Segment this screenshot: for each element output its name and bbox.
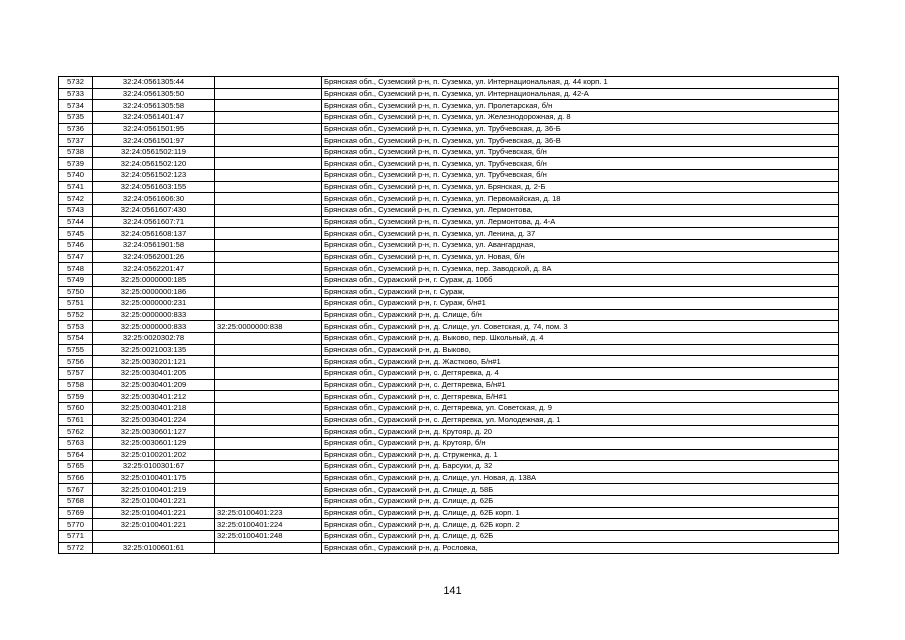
page-number: 141 — [443, 585, 462, 597]
table-row — [59, 135, 839, 147]
address-cell: Брянская обл., Суражский р-н, г. Сураж, б/н#1 — [322, 298, 839, 310]
table-row — [59, 402, 839, 414]
table-row — [59, 298, 839, 310]
related-cadastral-number-cell: 32:25:0000000:838 — [215, 321, 322, 333]
cadastral-number-cell: 32:25:0030201:121 — [93, 356, 215, 368]
cadastral-number-cell: 32:25:0030401:209 — [93, 379, 215, 391]
address-cell: Брянская обл., Суземский р-н, п. Суземка, ул. Новая, б/н — [322, 251, 839, 263]
address-cell: Брянская обл., Суземский р-н, п. Суземка, ул. Первомайская, д. 18 — [322, 193, 839, 205]
table-row — [59, 356, 839, 368]
cadastral-number-cell: 32:24:0562001:26 — [93, 251, 215, 263]
cadastral-number-cell: 32:25:0020302:78 — [93, 333, 215, 345]
cadastral-number-cell: 32:25:0000000:833 — [93, 309, 215, 321]
address-cell: Брянская обл., Суражский р-н, г. Сураж, д. 106б — [322, 274, 839, 286]
related-cadastral-number-cell — [215, 216, 322, 228]
table-row — [59, 170, 839, 182]
address-cell: Брянская обл., Суражский р-н, г. Сураж, — [322, 286, 839, 298]
table-row — [59, 193, 839, 205]
table-row — [59, 426, 839, 438]
row-number-cell: 5755 — [59, 344, 93, 356]
table-row — [59, 228, 839, 240]
table-row — [59, 251, 839, 263]
cadastral-number-cell: 32:25:0030601:129 — [93, 437, 215, 449]
row-number-cell: 5753 — [59, 321, 93, 333]
row-number-cell: 5737 — [59, 135, 93, 147]
related-cadastral-number-cell: 32:25:0100401:223 — [215, 507, 322, 519]
cadastral-number-cell: 32:24:0561501:95 — [93, 123, 215, 135]
related-cadastral-number-cell — [215, 379, 322, 391]
cadastral-number-cell: 32:25:0100401:221 — [93, 507, 215, 519]
related-cadastral-number-cell — [215, 344, 322, 356]
row-number-cell: 5749 — [59, 274, 93, 286]
table-row — [59, 158, 839, 170]
related-cadastral-number-cell — [215, 170, 322, 182]
related-cadastral-number-cell — [215, 135, 322, 147]
table-row — [59, 507, 839, 519]
cadastral-number-cell: 32:24:0562201:47 — [93, 263, 215, 275]
row-number-cell: 5771 — [59, 530, 93, 542]
cadastral-number-cell: 32:25:0000000:186 — [93, 286, 215, 298]
address-cell: Брянская обл., Суражский р-н, д. Слище, ул. Советская, д. 74, пом. 3 — [322, 321, 839, 333]
related-cadastral-number-cell — [215, 146, 322, 158]
address-cell: Брянская обл., Суземский р-н, п. Суземка, ул. Ленина, д. 37 — [322, 228, 839, 240]
cadastral-number-cell — [93, 530, 215, 542]
related-cadastral-number-cell — [215, 239, 322, 251]
related-cadastral-number-cell — [215, 461, 322, 473]
cadastral-number-cell: 32:25:0030401:212 — [93, 391, 215, 403]
address-cell: Брянская обл., Суражский р-н, д. Слище, д. 62Б — [322, 496, 839, 508]
related-cadastral-number-cell — [215, 228, 322, 240]
row-number-cell: 5772 — [59, 542, 93, 554]
address-cell: Брянская обл., Суражский р-н, с. Дегтяревка, Б/Н#1 — [322, 391, 839, 403]
row-number-cell: 5736 — [59, 123, 93, 135]
row-number-cell: 5754 — [59, 333, 93, 345]
cadastral-number-cell: 32:25:0030401:218 — [93, 402, 215, 414]
table-row — [59, 274, 839, 286]
table-row — [59, 484, 839, 496]
cadastral-number-cell: 32:25:0030401:205 — [93, 368, 215, 380]
address-cell: Брянская обл., Суражский р-н, с. Дегтяревка, ул. Советская, д. 9 — [322, 402, 839, 414]
table-row — [59, 88, 839, 100]
table-row — [59, 321, 839, 333]
address-cell: Брянская обл., Суражский р-н, д. Слище, ул. Новая, д. 138А — [322, 472, 839, 484]
address-cell: Брянская обл., Суражский р-н, с. Дегтяревка, Б/н#1 — [322, 379, 839, 391]
cadastral-number-cell: 32:24:0561501:97 — [93, 135, 215, 147]
cadastral-number-cell: 32:24:0561607:430 — [93, 205, 215, 217]
table-row — [59, 100, 839, 112]
cadastral-number-cell: 32:24:0561502:119 — [93, 146, 215, 158]
table-row — [59, 496, 839, 508]
row-number-cell: 5759 — [59, 391, 93, 403]
address-cell: Брянская обл., Суземский р-н, п. Суземка, ул. Трубчевская, б/н — [322, 146, 839, 158]
cadastral-number-cell: 32:25:0100401:219 — [93, 484, 215, 496]
related-cadastral-number-cell — [215, 181, 322, 193]
related-cadastral-number-cell — [215, 193, 322, 205]
address-cell: Брянская обл., Суземский р-н, п. Суземка, ул. Брянская, д. 2-Б — [322, 181, 839, 193]
cadastral-number-cell: 32:24:0561901:58 — [93, 239, 215, 251]
related-cadastral-number-cell — [215, 496, 322, 508]
row-number-cell: 5764 — [59, 449, 93, 461]
address-cell: Брянская обл., Суражский р-н, с. Дегтяревка, д. 4 — [322, 368, 839, 380]
row-number-cell: 5746 — [59, 239, 93, 251]
related-cadastral-number-cell — [215, 542, 322, 554]
table-row — [59, 542, 839, 554]
table-row — [59, 77, 839, 89]
row-number-cell: 5760 — [59, 402, 93, 414]
cadastral-number-cell: 32:24:0561502:123 — [93, 170, 215, 182]
table-row — [59, 123, 839, 135]
row-number-cell: 5768 — [59, 496, 93, 508]
row-number-cell: 5747 — [59, 251, 93, 263]
address-cell: Брянская обл., Суземский р-н, п. Суземка, пер. Заводской, д. 8А — [322, 263, 839, 275]
address-cell: Брянская обл., Суражский р-н, д. Крутояр, д. 20 — [322, 426, 839, 438]
address-cell: Брянская обл., Суражский р-н, д. Выково, — [322, 344, 839, 356]
table-row — [59, 437, 839, 449]
related-cadastral-number-cell — [215, 111, 322, 123]
cadastral-number-cell: 32:24:0561305:50 — [93, 88, 215, 100]
row-number-cell: 5745 — [59, 228, 93, 240]
cadastral-number-cell: 32:24:0561502:120 — [93, 158, 215, 170]
table-row — [59, 181, 839, 193]
row-number-cell: 5743 — [59, 205, 93, 217]
row-number-cell: 5732 — [59, 77, 93, 89]
address-cell: Брянская обл., Суземский р-н, п. Суземка, ул. Трубчевская, д. 36-Б — [322, 123, 839, 135]
related-cadastral-number-cell: 32:25:0100401:248 — [215, 530, 322, 542]
table-row — [59, 461, 839, 473]
related-cadastral-number-cell — [215, 88, 322, 100]
cadastral-number-cell: 32:25:0000000:231 — [93, 298, 215, 310]
table-row — [59, 333, 839, 345]
address-cell: Брянская обл., Суземский р-н, п. Суземка, ул. Авангардная, — [322, 239, 839, 251]
related-cadastral-number-cell — [215, 77, 322, 89]
row-number-cell: 5742 — [59, 193, 93, 205]
cadastral-number-cell: 32:25:0030601:127 — [93, 426, 215, 438]
address-cell: Брянская обл., Суземский р-н, п. Суземка, ул. Трубчевская, б/н — [322, 158, 839, 170]
related-cadastral-number-cell — [215, 286, 322, 298]
related-cadastral-number-cell — [215, 298, 322, 310]
row-number-cell: 5761 — [59, 414, 93, 426]
table-row — [59, 216, 839, 228]
table-row — [59, 263, 839, 275]
row-number-cell: 5733 — [59, 88, 93, 100]
related-cadastral-number-cell — [215, 391, 322, 403]
related-cadastral-number-cell — [215, 449, 322, 461]
related-cadastral-number-cell — [215, 437, 322, 449]
row-number-cell: 5744 — [59, 216, 93, 228]
cadastral-number-cell: 32:24:0561305:44 — [93, 77, 215, 89]
cadastral-number-cell: 32:25:0100201:202 — [93, 449, 215, 461]
table-row — [59, 205, 839, 217]
related-cadastral-number-cell: 32:25:0100401:224 — [215, 519, 322, 531]
table-row — [59, 344, 839, 356]
related-cadastral-number-cell — [215, 263, 322, 275]
address-cell: Брянская обл., Суземский р-н, п. Суземка, ул. Железнодорожная, д. 8 — [322, 111, 839, 123]
cadastral-number-cell: 32:25:0100401:221 — [93, 496, 215, 508]
row-number-cell: 5769 — [59, 507, 93, 519]
address-cell: Брянская обл., Суражский р-н, д. Выково, пер. Школьный, д. 4 — [322, 333, 839, 345]
address-cell: Брянская обл., Суражский р-н, д. Слище, д. 62Б — [322, 530, 839, 542]
address-cell: Брянская обл., Суземский р-н, п. Суземка, ул. Трубчевская, д. 36-В — [322, 135, 839, 147]
table-row — [59, 519, 839, 531]
address-cell: Брянская обл., Суземский р-н, п. Суземка, ул. Интернациональная, д. 44 корп. 1 — [322, 77, 839, 89]
table-row — [59, 146, 839, 158]
table-row — [59, 286, 839, 298]
row-number-cell: 5752 — [59, 309, 93, 321]
address-cell: Брянская обл., Суземский р-н, п. Суземка, ул. Пролетарская, б/н — [322, 100, 839, 112]
related-cadastral-number-cell — [215, 158, 322, 170]
cadastral-number-cell: 32:25:0100401:175 — [93, 472, 215, 484]
table-row — [59, 530, 839, 542]
related-cadastral-number-cell — [215, 309, 322, 321]
address-cell: Брянская обл., Суражский р-н, д. Струженка, д. 1 — [322, 449, 839, 461]
row-number-cell: 5758 — [59, 379, 93, 391]
address-cell: Брянская обл., Суземский р-н, п. Суземка, ул. Лермонтова, д. 4-А — [322, 216, 839, 228]
row-number-cell: 5763 — [59, 437, 93, 449]
cadastral-number-cell: 32:25:0000000:833 — [93, 321, 215, 333]
address-cell: Брянская обл., Суражский р-н, д. Слище, д. 62Б корп. 1 — [322, 507, 839, 519]
cadastral-number-cell: 32:24:0561401:47 — [93, 111, 215, 123]
cadastral-number-cell: 32:25:0100601:61 — [93, 542, 215, 554]
row-number-cell: 5748 — [59, 263, 93, 275]
table-row — [59, 368, 839, 380]
related-cadastral-number-cell — [215, 368, 322, 380]
related-cadastral-number-cell — [215, 402, 322, 414]
row-number-cell: 5766 — [59, 472, 93, 484]
cadastral-number-cell: 32:25:0030401:224 — [93, 414, 215, 426]
row-number-cell: 5741 — [59, 181, 93, 193]
address-cell: Брянская обл., Суражский р-н, д. Жастково, Б/н#1 — [322, 356, 839, 368]
cadastral-number-cell: 32:25:0100401:221 — [93, 519, 215, 531]
cadastral-number-cell: 32:25:0021003:135 — [93, 344, 215, 356]
property-registry-table — [58, 76, 839, 554]
related-cadastral-number-cell — [215, 251, 322, 263]
cadastral-number-cell: 32:25:0000000:185 — [93, 274, 215, 286]
table-row — [59, 449, 839, 461]
address-cell: Брянская обл., Суражский р-н, д. Рословка, — [322, 542, 839, 554]
row-number-cell: 5739 — [59, 158, 93, 170]
row-number-cell: 5738 — [59, 146, 93, 158]
address-cell: Брянская обл., Суражский р-н, д. Крутояр, б/н — [322, 437, 839, 449]
row-number-cell: 5756 — [59, 356, 93, 368]
cadastral-number-cell: 32:25:0100301:67 — [93, 461, 215, 473]
address-cell: Брянская обл., Суражский р-н, с. Дегтяревка, ул. Молодежная, д. 1 — [322, 414, 839, 426]
row-number-cell: 5765 — [59, 461, 93, 473]
address-cell: Брянская обл., Суземский р-н, п. Суземка, ул. Интернациональная, д. 42-А — [322, 88, 839, 100]
table-row — [59, 309, 839, 321]
related-cadastral-number-cell — [215, 472, 322, 484]
address-cell: Брянская обл., Суражский р-н, д. Слище, д. 58Б — [322, 484, 839, 496]
row-number-cell: 5751 — [59, 298, 93, 310]
related-cadastral-number-cell — [215, 123, 322, 135]
address-cell: Брянская обл., Суражский р-н, д. Слище, д. 62Б корп. 2 — [322, 519, 839, 531]
table-row — [59, 472, 839, 484]
table-row — [59, 239, 839, 251]
cadastral-number-cell: 32:24:0561607:71 — [93, 216, 215, 228]
related-cadastral-number-cell — [215, 426, 322, 438]
row-number-cell: 5767 — [59, 484, 93, 496]
row-number-cell: 5757 — [59, 368, 93, 380]
related-cadastral-number-cell — [215, 205, 322, 217]
table-row — [59, 391, 839, 403]
table-row — [59, 414, 839, 426]
related-cadastral-number-cell — [215, 484, 322, 496]
table-row — [59, 379, 839, 391]
related-cadastral-number-cell — [215, 356, 322, 368]
cadastral-number-cell: 32:24:0561603:155 — [93, 181, 215, 193]
row-number-cell: 5770 — [59, 519, 93, 531]
table-row — [59, 111, 839, 123]
registry-table-body — [59, 77, 839, 554]
related-cadastral-number-cell — [215, 414, 322, 426]
cadastral-number-cell: 32:24:0561608:137 — [93, 228, 215, 240]
row-number-cell: 5750 — [59, 286, 93, 298]
address-cell: Брянская обл., Суземский р-н, п. Суземка, ул. Лермонтова, — [322, 205, 839, 217]
cadastral-number-cell: 32:24:0561606:30 — [93, 193, 215, 205]
row-number-cell: 5734 — [59, 100, 93, 112]
related-cadastral-number-cell — [215, 274, 322, 286]
row-number-cell: 5740 — [59, 170, 93, 182]
related-cadastral-number-cell — [215, 333, 322, 345]
address-cell: Брянская обл., Суражский р-н, д. Барсуки, д. 32 — [322, 461, 839, 473]
address-cell: Брянская обл., Суземский р-н, п. Суземка, ул. Трубчевская, б/н — [322, 170, 839, 182]
cadastral-number-cell: 32:24:0561305:58 — [93, 100, 215, 112]
related-cadastral-number-cell — [215, 100, 322, 112]
row-number-cell: 5735 — [59, 111, 93, 123]
row-number-cell: 5762 — [59, 426, 93, 438]
address-cell: Брянская обл., Суражский р-н, д. Слище, б/н — [322, 309, 839, 321]
